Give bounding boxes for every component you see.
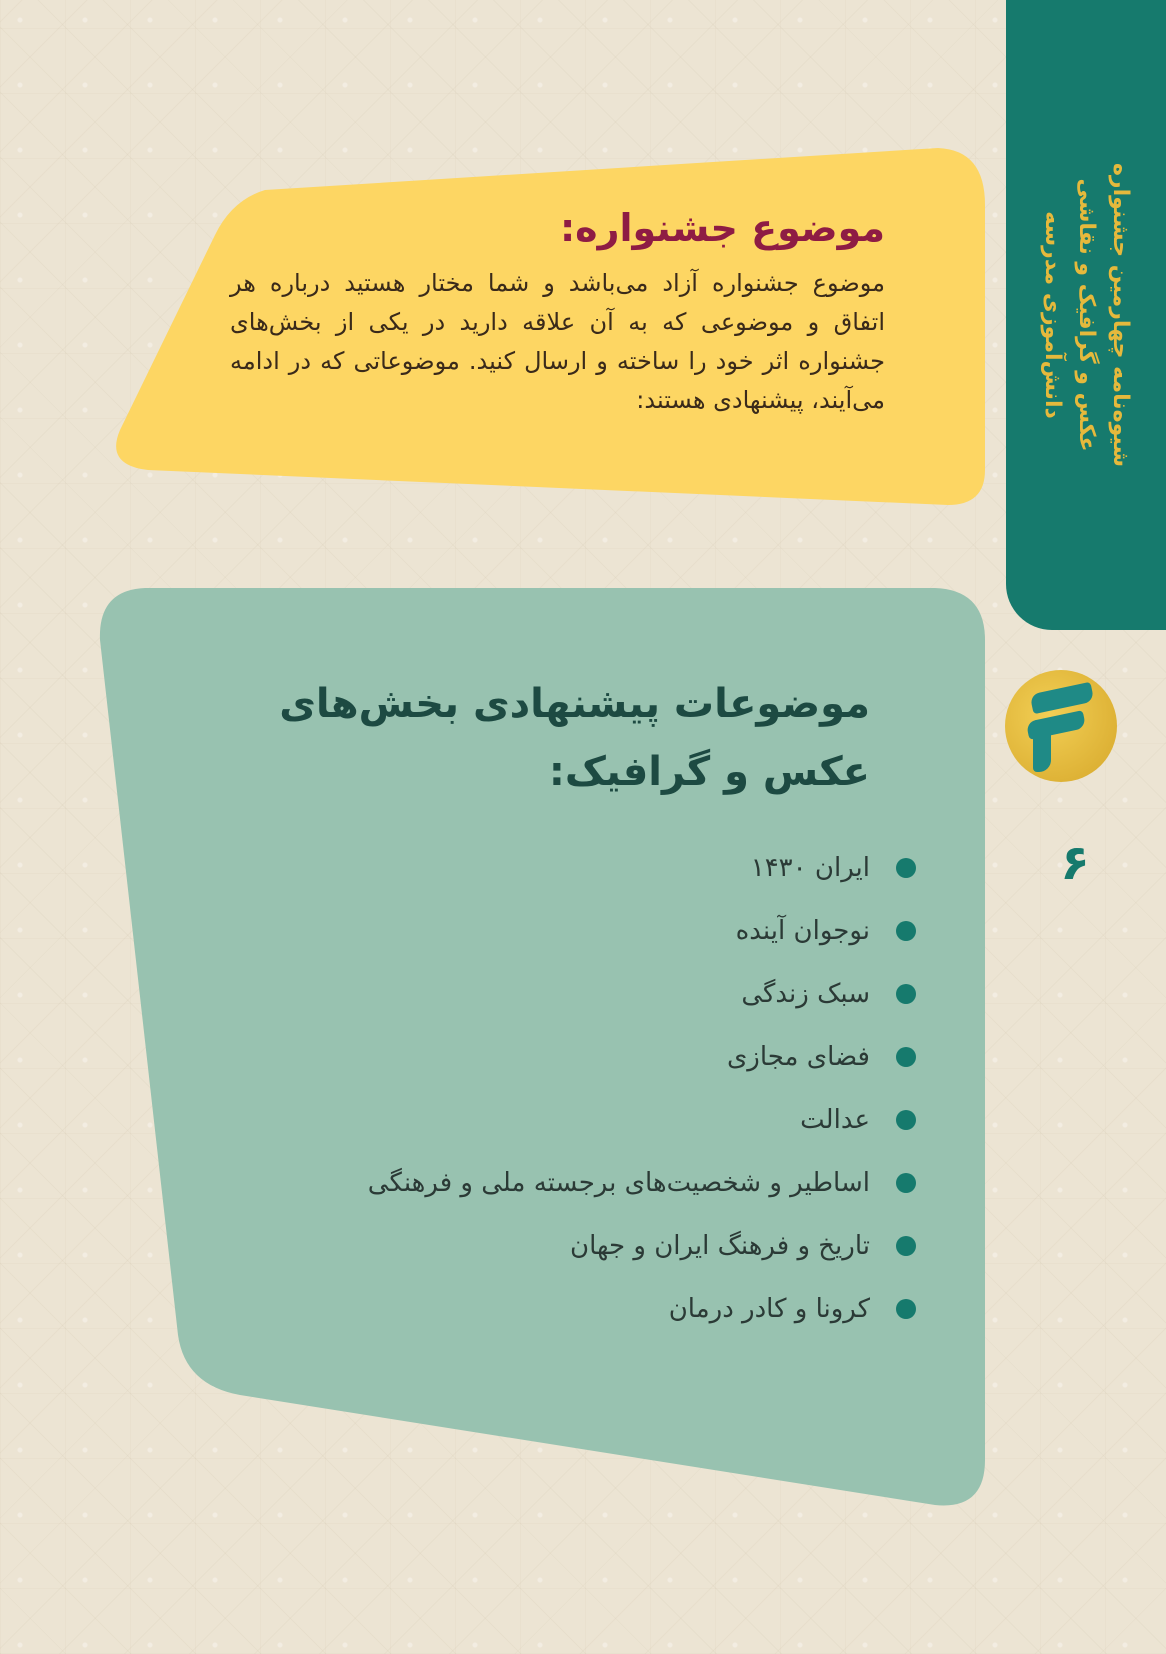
festival-logo-icon: [1005, 670, 1117, 782]
bullet-icon: [896, 1110, 916, 1130]
topic-label: عدالت: [800, 1104, 870, 1135]
festival-topic-card: [230, 200, 885, 485]
festival-topic-title: موضوع جشنواره:: [559, 206, 885, 250]
topic-label: اساطیر و شخصیت‌های برجسته ملی و فرهنگی: [367, 1167, 870, 1198]
bullet-icon: [896, 984, 916, 1004]
suggested-topics-title-line-1: موضوعات پیشنهادی بخش‌های: [279, 681, 870, 727]
bullet-icon: [896, 1236, 916, 1256]
side-tab: [1006, 0, 1166, 630]
topic-item: [260, 836, 870, 899]
side-title: [1006, 0, 1166, 630]
topic-label: تاریخ و فرهنگ ایران و جهان: [570, 1230, 870, 1261]
topic-item: [260, 1025, 870, 1088]
bullet-icon: [896, 1047, 916, 1067]
suggested-topics-card: [260, 670, 870, 1340]
festival-topic-body: موضوع جشنواره آزاد می‌باشد و شما مختار هستید درباره هر اتفاق و موضوعی که به آن علاقه دارید در یکی از بخش‌های جشنواره اثر خود را ساخته و ارسال کنید. موضوعاتی که در ادامه می‌آیند، پیشنهادی هستند:: [230, 269, 885, 414]
topic-list: [260, 836, 870, 1340]
bullet-icon: [896, 858, 916, 878]
bullet-icon: [896, 1173, 916, 1193]
topic-label: فضای مجازی: [726, 1041, 870, 1072]
topic-item: [260, 1214, 870, 1277]
topic-item: [260, 1088, 870, 1151]
topic-item: [260, 1277, 870, 1340]
topic-label: کرونا و کادر درمان: [668, 1293, 870, 1324]
topic-label: ایران ۱۴۳۰: [750, 852, 870, 883]
topic-item: [260, 1151, 870, 1214]
topic-item: [260, 962, 870, 1025]
bullet-icon: [896, 1299, 916, 1319]
side-title-line-3: دانش‌آموزی مدرسه: [1040, 211, 1065, 419]
topic-label: سبک زندگی: [741, 978, 870, 1009]
suggested-topics-title: [260, 670, 870, 806]
side-title-line-1: شیوه‌نامه چهارمین جشنواره: [1108, 162, 1133, 468]
topic-item: [260, 899, 870, 962]
bullet-icon: [896, 921, 916, 941]
topic-label: نوجوان آینده: [735, 915, 870, 946]
suggested-topics-title-line-2: عکس و گرافیک:: [548, 749, 870, 795]
page-number: ۶: [1060, 835, 1090, 891]
side-title-line-2: عکس و گرافیک و نقاشی: [1074, 178, 1099, 452]
